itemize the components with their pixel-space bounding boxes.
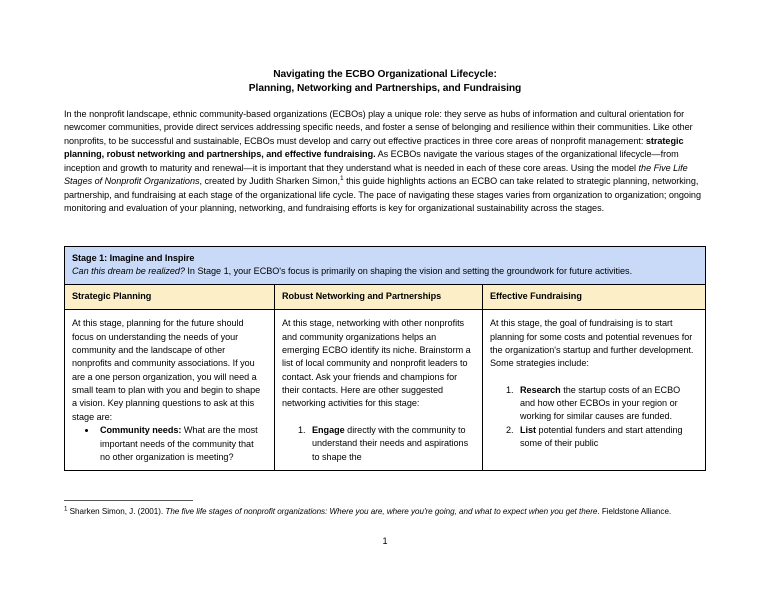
intro-text-1: In the nonprofit landscape, ethnic community-based organizations (ECBOs) play a unique role: they serve as hubs of information and cultural orientation for newcomer communities, provide direct services addressing specific needs, and foster a sense of belonging and resilience within their communities. Like other nonprofits, to be successful and sustainable, ECBOs must develop and carry out effective practices in three core areas of nonprofit management: <box>64 109 693 146</box>
page-title-line-2: Planning, Networking and Partnerships, and Fundraising <box>248 83 522 95</box>
intro-bold-core-areas: strategic planning, robust networking and partnerships, and effective fundraising. <box>64 135 684 160</box>
bullet-lead-community-needs: Community needs: <box>100 425 182 436</box>
numbered-lead-list: List <box>520 424 537 435</box>
fundraising-numbered-list <box>490 384 697 451</box>
list-item <box>97 424 266 464</box>
strategic-planning-paragraph: At this stage, planning for the future should focus on understanding the needs of your community and the landscape of other nonprofits and community associations. If you are a one person organization, you will need a small team to plan with you and begin to shape a vision. Key planning questions to ask at this stage are: <box>72 318 261 422</box>
networking-numbered-list <box>282 424 474 464</box>
stage-1-table <box>64 246 706 471</box>
table-header-row <box>65 285 705 310</box>
bullet-text-community-needs: What are the most important needs of the community that no other organization is meeting? <box>100 425 258 462</box>
strategic-planning-bullet-list <box>72 424 266 464</box>
networking-paragraph: At this stage, networking with other nonprofits and community organizations helps an emerging ECBO identify its niche. Brainstorm a list of local community and nonprofit leaders to contact. Ask your friends and champions for their contacts. Here are other suggested networking activities for this stage: <box>282 318 471 409</box>
cell-robust-networking <box>274 310 482 470</box>
numbered-text-engage: directly with the community to understand their needs and aspirations to shape the <box>312 424 469 462</box>
numbered-text-research: the startup costs of an ECBO and how other ECBOs in your region or working for similar causes are funded. <box>520 384 681 422</box>
fundraising-paragraph: At this stage, the goal of fundraising is to start planning for some costs and potential revenues for the organization's startup and further development. Some strategies include: <box>490 318 694 369</box>
footnote-text-2: . Fieldstone Alliance. <box>597 507 672 516</box>
footnote-italic-title: The five life stages of nonprofit organizations: Where you are, where you're going, and what to expect when you get there <box>165 507 598 516</box>
column-header-effective-fundraising: Effective Fundraising <box>482 285 705 309</box>
intro-text-3: , created by Judith Sharken Simon, <box>199 176 341 187</box>
page-title-line-1: Navigating the ECBO Organizational Lifecycle: <box>273 69 497 80</box>
page-title <box>64 68 706 97</box>
footnote-number: 1 <box>64 505 68 513</box>
footnote <box>64 506 708 518</box>
stage-banner <box>65 247 705 285</box>
intro-italic-model-title: the Five Life Stages of Nonprofit Organizations <box>64 162 688 187</box>
cell-effective-fundraising <box>482 310 705 470</box>
column-header-strategic-planning: Strategic Planning <box>72 291 152 302</box>
numbered-lead-engage: Engage <box>312 424 345 435</box>
stage-description-rest: In Stage 1, your ECBO's focus is primarily on shaping the vision and setting the groundwork for future activities. <box>184 266 633 277</box>
stage-description <box>72 265 698 278</box>
stage-description-question: Can this dream be realized? <box>72 266 185 277</box>
footnote-reference-marker[interactable]: 1 <box>340 175 344 183</box>
intro-text-4: this guide highlights actions an ECBO can take related to strategic planning, networking, partnership, and fundraising at each stage of the organizational life cycle. The pace of navigating these stages varies from organization to organization; ongoing monitoring and evaluation of your planning, networking, and fundraising efforts is key for organizational sustainability across the stages. <box>64 176 701 214</box>
page-number: 1 <box>382 536 388 546</box>
list-item <box>516 424 697 451</box>
footnote-text-1: Sharken Simon, J. (2001). <box>67 507 166 516</box>
intro-text-2: As ECBOs navigate the various stages of the organizational lifecycle—from inception and growth to maturity and renewal—it is important that they understand what is needed in each of these core areas. Using the model <box>64 149 679 173</box>
footnote-separator-rule <box>64 500 193 501</box>
table-body-row <box>65 310 705 470</box>
list-item <box>308 424 474 464</box>
column-header-robust-networking: Robust Networking and Partnerships <box>274 285 482 309</box>
numbered-lead-research: Research <box>520 384 561 395</box>
list-item <box>516 384 697 424</box>
stage-title: Stage 1: Imagine and Inspire <box>72 253 195 263</box>
numbered-text-list: potential funders and start attending some of their public <box>520 424 683 449</box>
cell-strategic-planning <box>65 310 274 470</box>
intro-paragraph <box>64 108 708 216</box>
